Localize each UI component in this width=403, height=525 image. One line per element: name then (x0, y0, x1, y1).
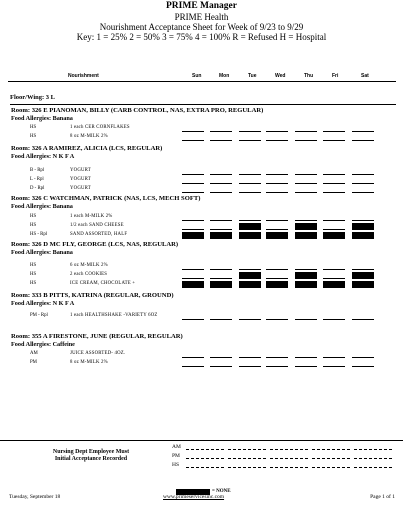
day-cell-none (352, 232, 374, 239)
day-cell-none (266, 281, 288, 288)
nourishment-row (0, 222, 403, 230)
nourishment-item: 8 oz M-MILK 2% (70, 134, 108, 139)
nourishment-row (0, 271, 403, 279)
legend-text: = NONE (212, 489, 231, 494)
day-cell-entry[interactable] (323, 272, 345, 279)
day-cell-none (295, 232, 317, 239)
day-cell-entry[interactable] (210, 272, 232, 279)
day-cell-entry[interactable] (352, 214, 374, 221)
signature-shift-label: PM (172, 453, 180, 459)
food-allergies: Food Allergies: N K F A (11, 300, 75, 307)
signature-line[interactable] (312, 467, 350, 468)
day-cell-entry[interactable] (295, 351, 317, 358)
food-allergies: Food Allergies: Banana (11, 203, 73, 210)
signature-line[interactable] (270, 467, 308, 468)
day-cell-none (239, 281, 261, 288)
day-cell-entry[interactable] (239, 125, 261, 132)
signature-label-line2: Initial Acceptance Recorded (54, 456, 128, 462)
column-day: Sat (361, 73, 369, 79)
food-allergies: Food Allergies: Banana (11, 249, 73, 256)
food-allergies: Food Allergies: Banana (11, 115, 73, 122)
meal-time: HS (30, 134, 37, 139)
day-cell-entry[interactable] (323, 313, 345, 320)
nourishment-row (0, 312, 403, 320)
signature-line[interactable] (270, 458, 308, 459)
signature-row-pm[interactable] (172, 452, 402, 460)
meal-time: HS (30, 223, 37, 228)
signature-line[interactable] (186, 458, 224, 459)
nourishment-item: 1/2 each SAND CHEESE (70, 223, 124, 228)
nourishment-row (0, 124, 403, 132)
nourishment-row (0, 231, 403, 239)
floor-wing: Floor/Wing: 3 L (10, 94, 396, 105)
nourishment-item: JUICE ASSORTED- 4OZ. (70, 351, 126, 356)
day-cell-entry[interactable] (295, 134, 317, 141)
day-cell-entry[interactable] (182, 125, 204, 132)
day-cell-entry[interactable] (239, 263, 261, 270)
day-cell-entry[interactable] (352, 177, 374, 184)
nourishment-row (0, 350, 403, 358)
nourishment-row (0, 262, 403, 270)
day-cell-entry[interactable] (266, 168, 288, 175)
meal-time: HS (30, 281, 37, 286)
column-day: Mon (219, 73, 230, 79)
day-cell-none (352, 272, 374, 279)
report-subtitle: PRIME Health (174, 12, 229, 22)
acceptance-key: Key: 1 = 25% 2 = 50% 3 = 75% 4 = 100% R = Refused H = Hospital (76, 32, 327, 42)
meal-time: PM - Rpl (30, 313, 48, 318)
day-cell-entry[interactable] (295, 360, 317, 367)
day-cell-entry[interactable] (182, 168, 204, 175)
column-header (8, 46, 396, 82)
day-cell-entry[interactable] (323, 125, 345, 132)
day-cell-none (182, 232, 204, 239)
meal-time: HS (30, 125, 37, 130)
day-cell-entry[interactable] (352, 360, 374, 367)
column-day: Fri (332, 73, 339, 79)
day-cell-entry[interactable] (352, 134, 374, 141)
nourishment-row (0, 280, 403, 288)
day-cell-entry[interactable] (210, 186, 232, 193)
day-cell-entry[interactable] (239, 186, 261, 193)
day-cell-none (210, 281, 232, 288)
room-title: Room: 326 E PIANOMAN, BILLY (CARB CONTROL, NAS, EXTRA PRO, REGULAR) (11, 107, 264, 114)
nourishment-item: 8 oz M-MILK 2% (70, 360, 108, 365)
report-title: PRIME Manager (166, 1, 237, 11)
day-cell-entry[interactable] (210, 168, 232, 175)
signature-line[interactable] (312, 449, 350, 450)
nourishment-row (0, 133, 403, 141)
day-cell-entry[interactable] (266, 272, 288, 279)
meal-time: L - Rpl (30, 177, 44, 182)
nourishment-row (0, 359, 403, 367)
nourishment-item: YOGURT (70, 168, 91, 173)
day-cell-entry[interactable] (210, 360, 232, 367)
day-cell-none (323, 232, 345, 239)
day-cell-entry[interactable] (210, 263, 232, 270)
room-title: Room: 355 A FIRESTONE, JUNE (REGULAR, REGULAR) (11, 333, 183, 340)
signature-line[interactable] (354, 449, 392, 450)
meal-time: HS - Rpl (30, 232, 48, 237)
day-cell-entry[interactable] (210, 351, 232, 358)
day-cell-entry[interactable] (182, 177, 204, 184)
day-cell-entry[interactable] (352, 168, 374, 175)
day-cell-entry[interactable] (266, 351, 288, 358)
day-cell-entry[interactable] (210, 223, 232, 230)
nourishment-item: YOGURT (70, 177, 91, 182)
day-cell-entry[interactable] (239, 177, 261, 184)
day-cell-entry[interactable] (266, 134, 288, 141)
sheet-title: Nourishment Acceptance Sheet for Week of 9/23 to 9/29 (99, 22, 304, 32)
day-cell-entry[interactable] (266, 263, 288, 270)
day-cell-entry[interactable] (295, 214, 317, 221)
day-cell-entry[interactable] (239, 313, 261, 320)
food-allergies: Food Allergies: Caffeine (11, 341, 75, 348)
day-cell-entry[interactable] (323, 134, 345, 141)
day-cell-entry[interactable] (352, 263, 374, 270)
day-cell-entry[interactable] (295, 168, 317, 175)
day-cell-none (239, 232, 261, 239)
column-nourishment: Nourishment (68, 73, 99, 79)
day-cell-none (210, 232, 232, 239)
day-cell-entry[interactable] (182, 313, 204, 320)
nourishment-item: 1 each HEALTHSHAKE -VARIETY 6OZ (70, 313, 158, 318)
signature-line[interactable] (186, 467, 224, 468)
meal-time: HS (30, 214, 37, 219)
meal-time: B - Rpl (30, 168, 45, 173)
meal-time: HS (30, 272, 37, 277)
nourishment-item: 2 each COOKIES (70, 272, 108, 277)
signature-row-am[interactable] (172, 443, 402, 451)
day-cell-none (323, 281, 345, 288)
nourishment-row (0, 185, 403, 193)
nourishment-row (0, 213, 403, 221)
nourishment-row (0, 176, 403, 184)
meal-time: AM (30, 351, 38, 356)
day-cell-entry[interactable] (352, 313, 374, 320)
day-cell-entry[interactable] (323, 360, 345, 367)
signature-label-line1: Nursing Dept Employee Must (52, 449, 130, 455)
meal-time: PM (30, 360, 37, 365)
day-cell-none (182, 281, 204, 288)
room-title: Room: 326 A RAMIREZ, ALICIA (LCS, REGULAR) (11, 145, 163, 152)
day-cell-entry[interactable] (182, 351, 204, 358)
day-cell-entry[interactable] (210, 134, 232, 141)
day-cell-entry[interactable] (182, 223, 204, 230)
day-cell-entry[interactable] (239, 351, 261, 358)
room-title: Room: 326 D MC FLY, GEORGE (LCS, NAS, REGULAR) (11, 241, 179, 248)
day-cell-entry[interactable] (352, 186, 374, 193)
day-cell-entry[interactable] (295, 263, 317, 270)
day-cell-none (352, 223, 374, 230)
signature-line[interactable] (186, 449, 224, 450)
day-cell-entry[interactable] (210, 125, 232, 132)
day-cell-entry[interactable] (239, 214, 261, 221)
day-cell-entry[interactable] (239, 360, 261, 367)
day-cell-entry[interactable] (295, 177, 317, 184)
signature-line[interactable] (354, 467, 392, 468)
day-cell-none (239, 223, 261, 230)
column-day: Thu (304, 73, 314, 79)
signature-line[interactable] (270, 449, 308, 450)
signature-line[interactable] (228, 458, 266, 459)
meal-time: HS (30, 263, 37, 268)
room-title: Room: 326 C WATCHMAN, PATRICK (NAS, LCS, MECH SOFT) (11, 195, 201, 202)
day-cell-entry[interactable] (266, 223, 288, 230)
nourishment-item: 1 each CER CORNFLAKES (70, 125, 130, 130)
day-cell-entry[interactable] (210, 214, 232, 221)
day-cell-entry[interactable] (352, 125, 374, 132)
day-cell-none (295, 223, 317, 230)
day-cell-entry[interactable] (266, 360, 288, 367)
signature-shift-label: HS (172, 462, 180, 468)
nourishment-item: YOGURT (70, 186, 91, 191)
nourishment-item: SAND ASSORTED, HALF (70, 232, 128, 237)
day-cell-entry[interactable] (323, 186, 345, 193)
signature-section (0, 440, 403, 480)
meal-time: D - Rpl (30, 186, 45, 191)
website-link[interactable]: www.primeservicesinc.com (163, 494, 225, 500)
column-day: Wed (275, 73, 286, 79)
day-cell-entry[interactable] (266, 214, 288, 221)
day-cell-entry[interactable] (182, 263, 204, 270)
signature-line[interactable] (228, 449, 266, 450)
signature-line[interactable] (354, 458, 392, 459)
day-cell-entry[interactable] (323, 263, 345, 270)
page-number: Page 1 of 1 (370, 494, 395, 500)
day-cell-entry[interactable] (266, 186, 288, 193)
day-cell-entry[interactable] (182, 134, 204, 141)
day-cell-entry[interactable] (182, 214, 204, 221)
signature-line[interactable] (312, 458, 350, 459)
day-cell-none (266, 232, 288, 239)
day-cell-entry[interactable] (239, 168, 261, 175)
day-cell-entry[interactable] (266, 125, 288, 132)
day-cell-entry[interactable] (266, 313, 288, 320)
signature-line[interactable] (228, 467, 266, 468)
nourishment-item: 6 oz M-MILK 2% (70, 263, 108, 268)
day-cell-entry[interactable] (323, 223, 345, 230)
print-date: Tuesday, September 18 (9, 494, 61, 500)
day-cell-entry[interactable] (352, 351, 374, 358)
signature-shift-label: AM (172, 444, 181, 450)
day-cell-none (239, 272, 261, 279)
day-cell-entry[interactable] (323, 168, 345, 175)
day-cell-none (295, 272, 317, 279)
room-title: Room: 333 B PITTS, KATRINA (REGULAR, GROUND) (11, 292, 174, 299)
nourishment-item: ICE CREAM, CHOCOLATE + (70, 281, 136, 286)
day-cell-entry[interactable] (182, 186, 204, 193)
nourishment-item: 1 each M-MILK 2% (70, 214, 113, 219)
signature-row-hs[interactable] (172, 461, 402, 469)
day-cell-entry[interactable] (323, 351, 345, 358)
page-footer (0, 489, 403, 503)
column-day: Tue (248, 73, 257, 79)
day-cell-none (295, 281, 317, 288)
day-cell-entry[interactable] (295, 186, 317, 193)
day-cell-entry[interactable] (182, 272, 204, 279)
day-cell-entry[interactable] (210, 177, 232, 184)
day-cell-entry[interactable] (239, 134, 261, 141)
nourishment-row (0, 167, 403, 175)
day-cell-entry[interactable] (295, 313, 317, 320)
day-cell-entry[interactable] (210, 313, 232, 320)
day-cell-entry[interactable] (323, 214, 345, 221)
column-day: Sun (192, 73, 202, 79)
food-allergies: Food Allergies: N K F A (11, 153, 75, 160)
day-cell-none (352, 281, 374, 288)
day-cell-entry[interactable] (266, 177, 288, 184)
day-cell-entry[interactable] (295, 125, 317, 132)
day-cell-entry[interactable] (182, 360, 204, 367)
day-cell-entry[interactable] (323, 177, 345, 184)
